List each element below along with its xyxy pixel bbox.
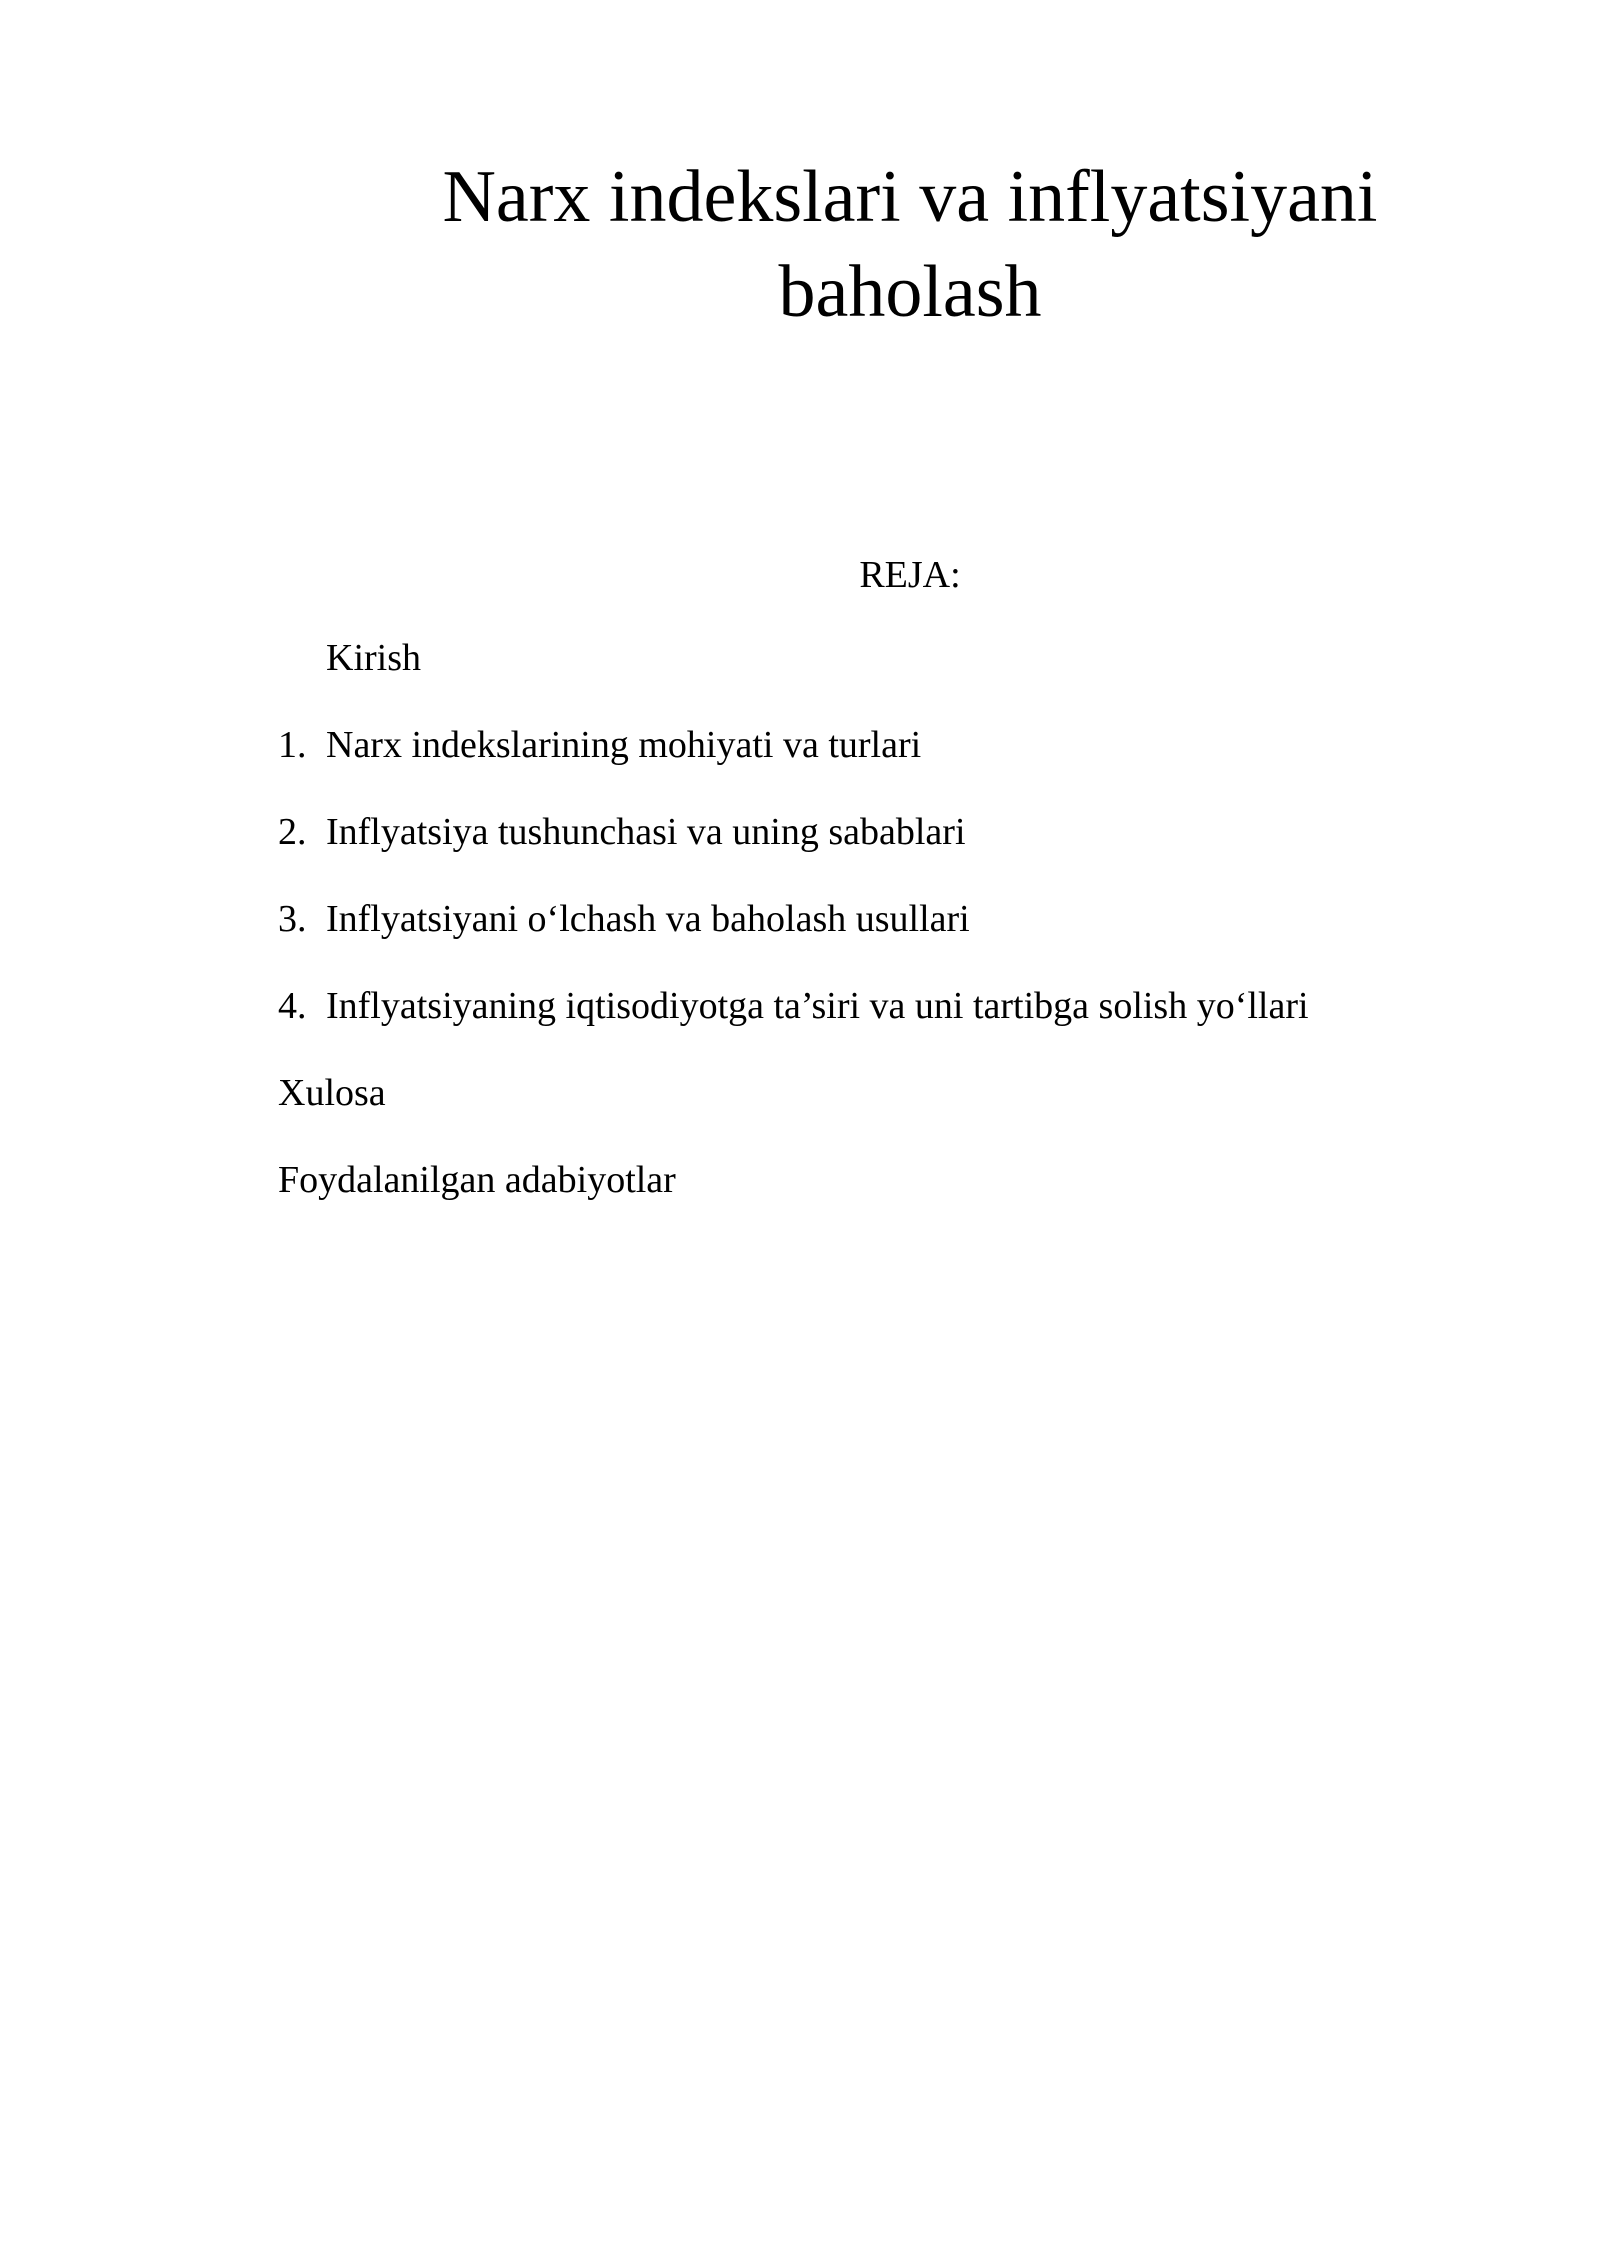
- document-title: Narx indekslari va inflyatsiyani baholash: [442, 156, 1378, 333]
- plan-item-4: [278, 981, 1309, 1031]
- plan-heading: REJA:: [859, 554, 961, 596]
- plan-item-2: [278, 807, 966, 857]
- plan-references: Foydalanilgan adabiyotlar: [278, 1159, 676, 1201]
- plan-item-text: Inflyatsiya tushunchasi va uning sabablari: [326, 811, 966, 853]
- plan-intro: Kirish: [326, 637, 421, 679]
- plan-item-number: 1.: [278, 724, 307, 766]
- plan-conclusion: Xulosa: [278, 1072, 386, 1114]
- plan-item-3: [278, 894, 970, 944]
- plan-item-number: 2.: [278, 811, 307, 853]
- plan-item-text: Inflyatsiyani o‘lchash va baholash usullari: [326, 898, 970, 940]
- plan-item-text: Narx indekslarining mohiyati va turlari: [326, 724, 922, 766]
- plan-item-number: 3.: [278, 898, 307, 940]
- plan-item-text: Inflyatsiyaning iqtisodiyotga ta’siri va uni tartibga solish yo‘llari: [326, 985, 1309, 1027]
- plan-item-1: [278, 720, 921, 770]
- plan-item-number: 4.: [278, 985, 307, 1027]
